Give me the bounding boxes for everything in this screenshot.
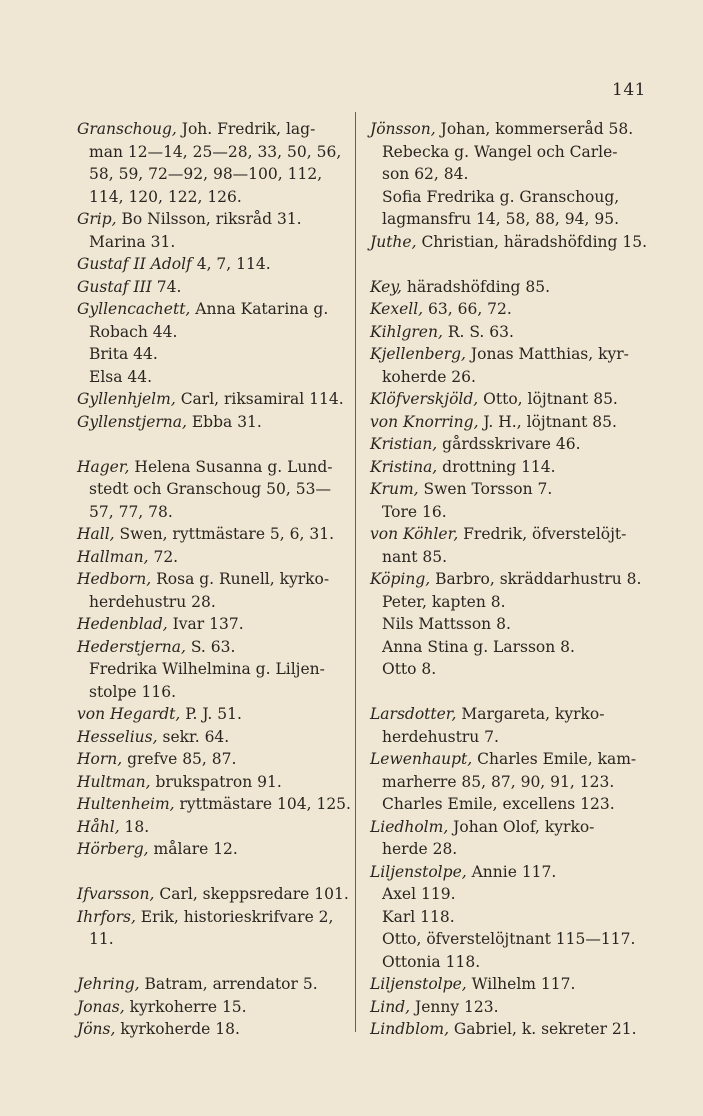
entry-name: Grip, — [77, 210, 117, 228]
entry-text: drottning 114. — [437, 457, 556, 476]
entry-text: Jenny 123. — [410, 997, 499, 1016]
entry-text: Margareta, kyrko- — [456, 705, 605, 723]
index-entry — [77, 1018, 339, 1041]
entry-name: Key, — [370, 277, 402, 296]
index-entry — [370, 343, 632, 388]
index-entry — [77, 456, 339, 524]
index-entry — [77, 973, 339, 996]
entry-line — [77, 163, 339, 186]
entry-text: Tore 16. — [382, 502, 447, 521]
entry-name: Jonas, — [77, 997, 125, 1016]
index-entry — [370, 883, 632, 906]
entry-line — [77, 681, 339, 704]
entry-line — [77, 996, 339, 1019]
entry-name: Lewenhaupt, — [370, 750, 473, 768]
index-entry — [77, 343, 339, 366]
entry-text: Sofia Fredrika g. Granschoug, — [382, 187, 620, 206]
index-entry — [370, 501, 632, 524]
entry-text: Swen, ryttmästare 5, 6, 31. — [114, 525, 335, 543]
entry-text: 57, 77, 78. — [89, 502, 173, 521]
entry-line — [77, 208, 339, 231]
entry-text: man 12—14, 25—28, 33, 50, 56, — [89, 142, 342, 161]
index-entry — [370, 613, 632, 636]
index-entry — [370, 478, 632, 501]
entry-line — [77, 118, 339, 141]
index-entry — [370, 388, 632, 411]
entry-line — [77, 141, 342, 164]
entry-line — [370, 523, 632, 546]
entry-name: Horn, — [77, 750, 123, 768]
index-entry — [77, 388, 344, 411]
entry-name: Lindblom, — [370, 1020, 449, 1038]
index-entry — [77, 568, 339, 613]
entry-text: Otto 8. — [382, 660, 437, 678]
entry-text: Jonas Matthias, kyr- — [465, 345, 629, 363]
entry-line — [370, 433, 632, 456]
entry-text: 4, 7, 114. — [191, 255, 271, 273]
entry-text: Batram, arrendator 5. — [139, 975, 318, 993]
entry-text: 74. — [151, 277, 182, 296]
entry-line — [370, 816, 632, 839]
entry-name: Kjellenberg, — [370, 345, 466, 363]
entry-line — [77, 613, 339, 636]
entry-line — [370, 861, 632, 884]
entry-text: Fredrik, öfverstelöjt- — [458, 525, 627, 543]
entry-text: 58, 59, 72—92, 98—100, 112, — [89, 165, 323, 183]
entry-text: R. S. 63. — [442, 322, 514, 341]
index-entry — [77, 996, 339, 1019]
entry-text: Marina 31. — [89, 232, 176, 251]
entry-line — [77, 591, 339, 614]
index-entry — [77, 366, 339, 389]
entry-gap — [77, 433, 339, 456]
entry-line — [77, 546, 339, 569]
index-entry — [370, 591, 632, 614]
entry-line — [370, 928, 636, 951]
entry-line — [370, 838, 632, 861]
entry-line — [370, 276, 632, 299]
entry-text: Erik, historieskrifvare 2, — [135, 907, 334, 926]
entry-line — [370, 996, 632, 1019]
entry-text: Swen Torsson 7. — [418, 480, 553, 498]
entry-text: Brita 44. — [89, 345, 158, 363]
entry-name: Hedborn, — [77, 570, 152, 588]
entry-name: Liedholm, — [370, 817, 449, 836]
entry-text: brukspatron 91. — [150, 772, 282, 791]
entry-name: Ihrfors, — [77, 907, 136, 926]
entry-text: Rebecka g. Wangel och Carle- — [382, 142, 618, 161]
entry-name: Hultenheim, — [77, 795, 175, 813]
index-entry — [370, 321, 632, 344]
index-entry — [77, 231, 339, 254]
entry-name: Hall, — [77, 525, 115, 543]
index-entry — [370, 231, 648, 254]
entry-text: herdehustru 7. — [382, 727, 499, 746]
entry-line — [370, 771, 632, 794]
entry-text: Carl, riksamiral 114. — [175, 390, 344, 408]
entry-line — [77, 793, 351, 816]
index-entry — [77, 883, 349, 906]
entry-line — [370, 591, 632, 614]
entry-line — [370, 726, 632, 749]
index-entry — [370, 951, 632, 974]
entry-text: häradshöfding 85. — [401, 277, 551, 296]
entry-text: Anna Stina g. Larsson 8. — [382, 637, 575, 656]
entry-text: sekr. 64. — [157, 727, 230, 746]
index-entry — [370, 568, 642, 591]
index-entry — [370, 636, 632, 659]
entry-line — [370, 613, 632, 636]
entry-text: Christian, häradshöfding 15. — [416, 232, 648, 251]
entry-line — [77, 928, 339, 951]
entry-line — [77, 703, 339, 726]
entry-name: Köping, — [370, 570, 431, 588]
entry-name: Kexell, — [370, 300, 424, 318]
entry-text: J. H., löjtnant 85. — [478, 412, 617, 431]
entry-name: Larsdotter, — [370, 705, 457, 723]
entry-line — [77, 1018, 339, 1041]
entry-line — [77, 231, 339, 254]
index-entry — [77, 613, 339, 636]
index-entry — [77, 411, 339, 434]
entry-text: nant 85. — [382, 547, 448, 566]
entry-text: Ebba 31. — [186, 412, 262, 431]
entry-line — [77, 276, 339, 299]
entry-text: herde 28. — [382, 840, 458, 858]
entry-text: Johan Olof, kyrko- — [448, 817, 595, 836]
entry-line — [370, 163, 632, 186]
entry-line — [77, 366, 339, 389]
entry-line — [370, 793, 632, 816]
entry-text: Helena Susanna g. Lund- — [129, 457, 333, 476]
entry-line — [370, 501, 632, 524]
entry-text: kyrkoherre 15. — [124, 997, 247, 1016]
entry-line — [370, 478, 632, 501]
index-entry — [370, 433, 632, 456]
index-entry — [370, 456, 632, 479]
entry-line — [77, 478, 339, 501]
entry-name: Klöfverskjöld, — [370, 390, 479, 408]
entry-text: son 62, 84. — [382, 165, 469, 183]
entry-text: Otto, öfverstelöjtnant 115—117. — [382, 930, 636, 948]
entry-line — [77, 973, 339, 996]
entry-name: Jönsson, — [370, 120, 436, 138]
entry-line — [77, 523, 339, 546]
entry-text: Axel 119. — [382, 885, 456, 903]
index-entry — [370, 523, 632, 568]
entry-text: lagmansfru 14, 58, 88, 94, 95. — [382, 210, 620, 228]
entry-gap — [77, 951, 339, 974]
entry-line — [370, 658, 632, 681]
entry-text: 11. — [89, 930, 114, 948]
entry-text: stolpe 116. — [89, 682, 177, 701]
entry-text: koherde 26. — [382, 367, 476, 386]
entry-line — [370, 343, 632, 366]
entry-text: stedt och Granschoug 50, 53— — [89, 480, 331, 498]
entry-name: Krum, — [370, 480, 419, 498]
page-number: 141 — [612, 80, 646, 100]
index-entry — [77, 208, 339, 231]
entry-gap — [77, 861, 339, 884]
entry-text: Barbro, skräddarhustru 8. — [430, 570, 642, 588]
entry-text: grefve 85, 87. — [122, 750, 237, 768]
index-entry — [77, 118, 342, 208]
index-entry — [370, 973, 632, 996]
entry-line — [77, 838, 339, 861]
index-entry — [370, 276, 632, 299]
index-entry — [370, 1018, 637, 1041]
entry-name: Lind, — [370, 997, 411, 1016]
index-entry — [77, 771, 339, 794]
entry-line — [370, 748, 637, 771]
entry-text: Elsa 44. — [89, 367, 153, 386]
index-entry — [77, 703, 339, 726]
entry-line — [77, 321, 339, 344]
entry-text: kyrkoherde 18. — [115, 1020, 240, 1038]
entry-gap — [370, 253, 632, 276]
entry-name: Jöns, — [77, 1020, 116, 1038]
index-entry — [370, 141, 632, 186]
index-entry — [370, 411, 632, 434]
index-column-right — [370, 118, 648, 1041]
entry-line — [77, 388, 344, 411]
entry-line — [370, 883, 632, 906]
entry-text: Johan, kommerseråd 58. — [435, 120, 634, 138]
entry-name: Gyllenhjelm, — [77, 390, 176, 408]
entry-line — [77, 726, 339, 749]
entry-text: Peter, kapten 8. — [382, 592, 506, 611]
entry-text: Nils Mattsson 8. — [382, 615, 511, 633]
entry-text: 72. — [148, 547, 179, 566]
entry-line — [77, 411, 339, 434]
entry-line — [77, 568, 339, 591]
entry-line — [370, 546, 632, 569]
entry-line — [370, 321, 632, 344]
entry-text: Joh. Fredrik, lag- — [176, 120, 316, 138]
entry-text: 114, 120, 122, 126. — [89, 187, 242, 206]
entry-line — [370, 951, 632, 974]
index-entry — [77, 748, 339, 771]
entry-name: Gyllencachett, — [77, 300, 191, 318]
entry-text: marherre 85, 87, 90, 91, 123. — [382, 772, 615, 791]
column-divider — [355, 112, 356, 1032]
entry-text: Rosa g. Runell, kyrko- — [151, 570, 330, 588]
entry-name: Hedenblad, — [77, 615, 168, 633]
entry-text: herdehustru 28. — [89, 592, 216, 611]
entry-name: Liljenstolpe, — [370, 862, 467, 881]
entry-text: målare 12. — [148, 840, 238, 858]
entry-line — [370, 703, 632, 726]
index-entry — [77, 906, 339, 951]
entry-line — [77, 253, 339, 276]
index-entry — [370, 186, 632, 231]
entry-name: von Köhler, — [370, 525, 459, 543]
index-entry — [370, 703, 632, 748]
index-entry — [77, 658, 339, 703]
entry-name: Hederstjerna, — [77, 637, 186, 656]
index-entry — [370, 816, 632, 861]
index-entry — [77, 816, 339, 839]
index-entry — [370, 118, 632, 141]
index-entry — [77, 838, 339, 861]
entry-text: Robach 44. — [89, 322, 178, 341]
entry-text: Annie 117. — [466, 862, 557, 881]
entry-line — [77, 343, 339, 366]
entry-line — [370, 186, 632, 209]
entry-text: Carl, skeppsredare 101. — [154, 885, 349, 903]
entry-line — [370, 973, 632, 996]
entry-name: Kristian, — [370, 435, 438, 453]
entry-name: Gustaf II Adolf — [77, 255, 192, 273]
index-entry — [77, 793, 351, 816]
index-entry — [370, 793, 632, 816]
index-entry — [370, 658, 632, 681]
entry-line — [77, 883, 349, 906]
index-column-left — [77, 118, 351, 1041]
entry-line — [77, 456, 339, 479]
entry-line — [370, 231, 648, 254]
entry-text: 63, 66, 72. — [423, 300, 512, 318]
entry-line — [77, 816, 339, 839]
entry-text: Ottonia 118. — [382, 952, 481, 971]
entry-line — [370, 1018, 637, 1041]
entry-line — [370, 298, 632, 321]
entry-line — [370, 906, 632, 929]
index-entry — [370, 748, 637, 793]
index-entry — [370, 861, 632, 884]
entry-text: ryttmästare 104, 125. — [174, 795, 351, 813]
entry-line — [77, 906, 339, 929]
entry-name: von Hegardt, — [77, 705, 181, 723]
entry-text: Charles Emile, kam- — [472, 750, 637, 768]
index-entry — [370, 298, 632, 321]
entry-name: Kristina, — [370, 457, 438, 476]
entry-text: S. 63. — [185, 637, 236, 656]
entry-line — [77, 636, 339, 659]
entry-name: Håhl, — [77, 817, 120, 836]
entry-text: Wilhelm 117. — [466, 975, 576, 993]
index-entry — [77, 276, 339, 299]
entry-text: Fredrika Wilhelmina g. Liljen- — [89, 660, 325, 678]
entry-text: Karl 118. — [382, 907, 455, 926]
entry-text: Ivar 137. — [167, 615, 244, 633]
entry-text: Charles Emile, excellens 123. — [382, 795, 615, 813]
entry-text: P. J. 51. — [180, 705, 242, 723]
entry-name: Granschoug, — [77, 120, 177, 138]
index-entry — [370, 928, 636, 951]
entry-line — [370, 366, 632, 389]
entry-name: Hallman, — [77, 547, 149, 566]
entry-name: Liljenstolpe, — [370, 975, 467, 993]
entry-name: von Knorring, — [370, 412, 479, 431]
entry-name: Hesselius, — [77, 727, 158, 746]
entry-name: Juthe, — [370, 232, 417, 251]
index-entry — [77, 726, 339, 749]
entry-name: Kihlgren, — [370, 322, 443, 341]
entry-line — [370, 208, 632, 231]
entry-line — [370, 141, 632, 164]
entry-text: gårdsskrivare 46. — [437, 435, 581, 453]
entry-name: Gyllenstjerna, — [77, 412, 187, 431]
entry-text: Bo Nilsson, riksråd 31. — [116, 210, 302, 228]
entry-text: Anna Katarina g. — [190, 300, 329, 318]
entry-line — [77, 658, 339, 681]
entry-text: 18. — [119, 817, 150, 836]
entry-name: Gustaf III — [77, 277, 152, 296]
entry-line — [370, 118, 632, 141]
entry-line — [77, 771, 339, 794]
entry-text: Otto, löjtnant 85. — [478, 390, 618, 408]
entry-line — [77, 298, 339, 321]
index-entry — [77, 298, 339, 343]
entry-name: Hager, — [77, 457, 130, 476]
entry-gap — [370, 681, 632, 704]
index-entry — [77, 546, 339, 569]
entry-name: Jehring, — [77, 975, 140, 993]
entry-text: Gabriel, k. sekreter 21. — [449, 1020, 637, 1038]
entry-line — [77, 748, 339, 771]
entry-name: Hörberg, — [77, 840, 149, 858]
index-entry — [77, 636, 339, 659]
entry-line — [370, 456, 632, 479]
entry-line — [77, 501, 339, 524]
entry-name: Ifvarsson, — [77, 885, 155, 903]
entry-line — [370, 388, 632, 411]
entry-line — [370, 636, 632, 659]
index-entry — [77, 523, 339, 546]
index-entry — [77, 253, 339, 276]
entry-name: Hultman, — [77, 772, 151, 791]
index-entry — [370, 996, 632, 1019]
entry-line — [370, 568, 642, 591]
index-entry — [370, 906, 632, 929]
entry-line — [370, 411, 632, 434]
entry-line — [77, 186, 339, 209]
